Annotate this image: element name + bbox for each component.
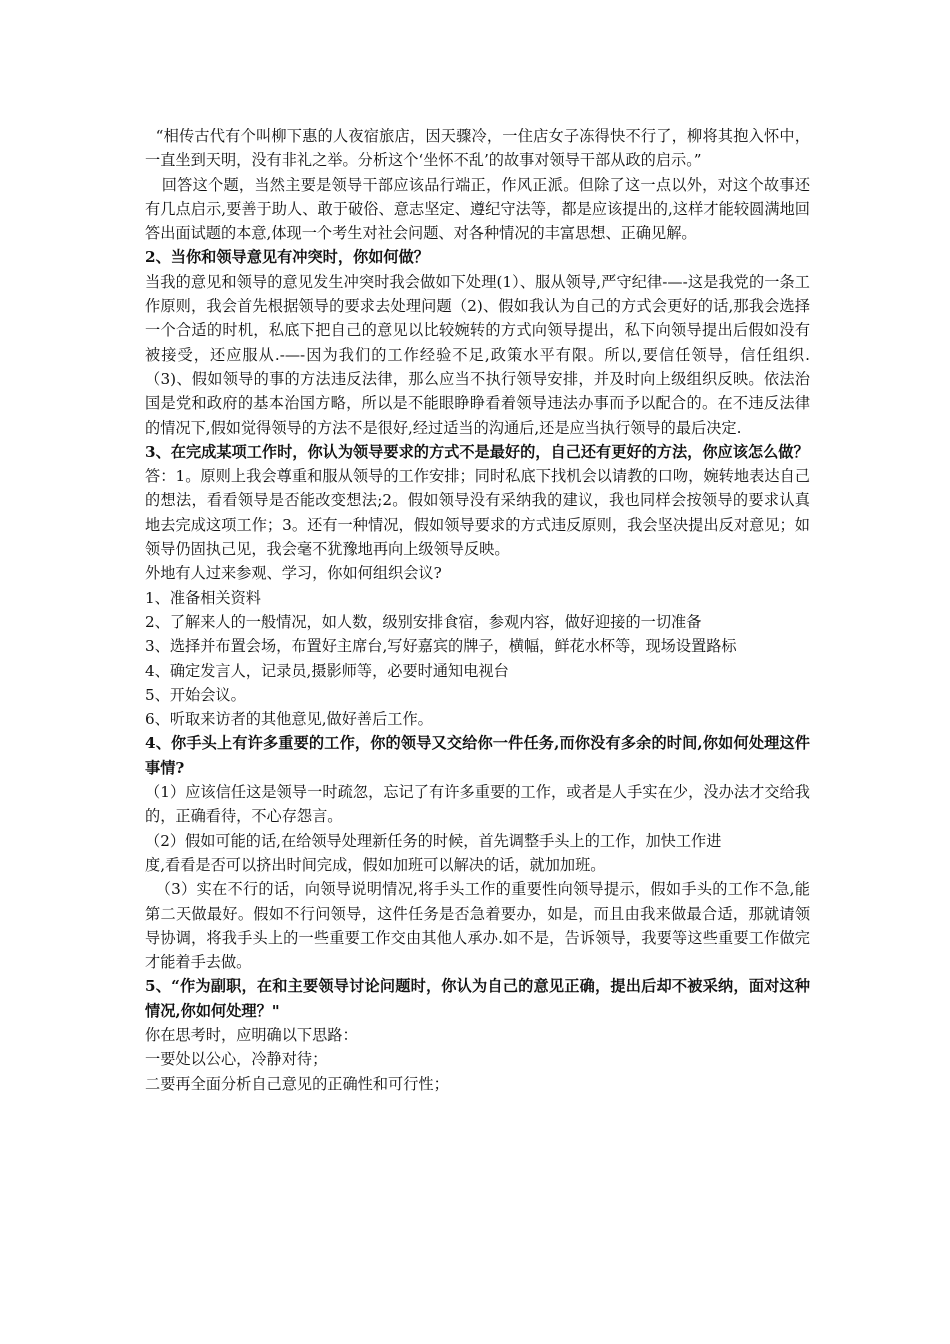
question-3-heading: 3、在完成某项工作时，你认为领导要求的方式不是最好的，自己还有更好的方法，你应该怎么做？ bbox=[145, 442, 809, 461]
question-3-answer: 答：1。原则上我会尊重和服从领导的工作安排；同时私底下找机会以请教的口吻，婉转地表达自己的想法，看看领导是否能改变想法;2。假如领导没有采纳我的建议，我也同样会按领导的要求认真地去完成这项工作；3。还有一种情况，假如领导要求的方式违反原则，我会坚决提出反对意见；如领导仍固执己见，我会毫不犹豫地再向上级领导反映。 bbox=[145, 467, 810, 559]
question-4-heading: 4、你手头上有许多重要的工作，你的领导又交给你一件任务,而你没有多余的时间,你如何处理这件事情? bbox=[145, 734, 810, 777]
question-5-line-2: 一要处以公心，冷静对待； bbox=[145, 1050, 328, 1069]
meeting-item-3: 3、选择并布置会场，布置好主席台,写好嘉宾的牌子，横幅，鲜花水杯等，现场设置路标 bbox=[145, 637, 737, 656]
meeting-item-6: 6、听取来访者的其他意见,做好善后工作。 bbox=[145, 710, 433, 729]
meeting-question: 外地有人过来参观、学习，你如何组织会议? bbox=[145, 564, 442, 583]
meeting-item-5: 5、开始会议。 bbox=[145, 685, 246, 704]
meeting-item-1: 1、准备相关资料 bbox=[145, 588, 261, 607]
question-5-line-1: 你在思考时，应明确以下思路： bbox=[145, 1025, 358, 1044]
question-5-line-3: 二要再全面分析自己意见的正确性和可行性； bbox=[145, 1074, 449, 1093]
question-4-point-3: （3）实在不行的话，向领导说明情况,将手头工作的重要性向领导提示，假如手头的工作不急,能第二天做最好。假如不行问领导，这件任务是否急着要办，如是，而且由我来做最合适，那就请领导协调，将我手头上的一些重要工作交由其他人承办.如不是，告诉领导，我要等这些重要工作做完才能着手去做。 bbox=[145, 880, 810, 972]
intro-answer: 回答这个题，当然主要是领导干部应该品行端正，作风正派。但除了这一点以外，对这个故事还有几点启示,要善于助人、敢于破俗、意志坚定、遵纪守法等，都是应该提出的,这样才能较圆满地回答出面试题的本意,体现一个考生对社会问题、对各种情况的丰富思想、正确见解。 bbox=[145, 175, 810, 243]
question-4-point-2-line-2: 度,看看是否可以挤出时间完成，假如加班可以解决的话，就加加班。 bbox=[145, 855, 606, 874]
document-page bbox=[145, 124, 810, 1096]
question-2-answer: 当我的意见和领导的意见发生冲突时我会做如下处理(1）、服从领导,严守纪律-—-这是我党的一条工作原则，我会首先根据领导的要求去处理问题（2)、假如我认为自己的方式会更好的话,那我会选择一个合适的时机，私底下把自己的意见以比较婉转的方式向领导提出，私下向领导提出后假如没有被接受，还应服从.-—-因为我们的工作经验不足,政策水平有限。所以,要信任领导，信任组织.（3)、假如领导的事的方法违反法律，那么应当不执行领导安排，并及时向上级组织反映。依法治国是党和政府的基本治国方略，所以是不能眼睁睁看着领导违法办事而予以配合的。在不违反法律的情况下,假如觉得领导的方法不是很好,经过适当的沟通后,还是应当执行领导的最后决定. bbox=[145, 272, 810, 437]
intro-quote: “相传古代有个叫柳下惠的人夜宿旅店，因天骤冷，一住店女子冻得快不行了，柳将其抱入怀中，一直坐到天明，没有非礼之举。分析这个‘坐怀不乱’的故事对领导干部从政的启示。” bbox=[145, 127, 810, 170]
meeting-item-4: 4、确定发言人，记录员,摄影师等，必要时通知电视台 bbox=[145, 661, 509, 680]
meeting-item-2: 2、了解来人的一般情况，如人数，级别安排食宿，参观内容，做好迎接的一切准备 bbox=[145, 612, 702, 631]
question-5-heading: 5、“作为副职，在和主要领导讨论问题时，你认为自己的意见正确，提出后却不被采纳，面对这种情况,你如何处理？" bbox=[145, 977, 810, 1020]
question-4-point-2-line-1: （2）假如可能的话,在给领导处理新任务的时候，首先调整手头上的工作，加快工作进 bbox=[145, 831, 722, 850]
question-4-point-1: （1）应该信任这是领导一时疏忽，忘记了有许多重要的工作，或者是人手实在少，没办法才交给我的，正确看待，不心存怨言。 bbox=[145, 783, 810, 826]
question-2-heading: 2、当你和领导意见有冲突时，你如何做？ bbox=[145, 248, 429, 267]
